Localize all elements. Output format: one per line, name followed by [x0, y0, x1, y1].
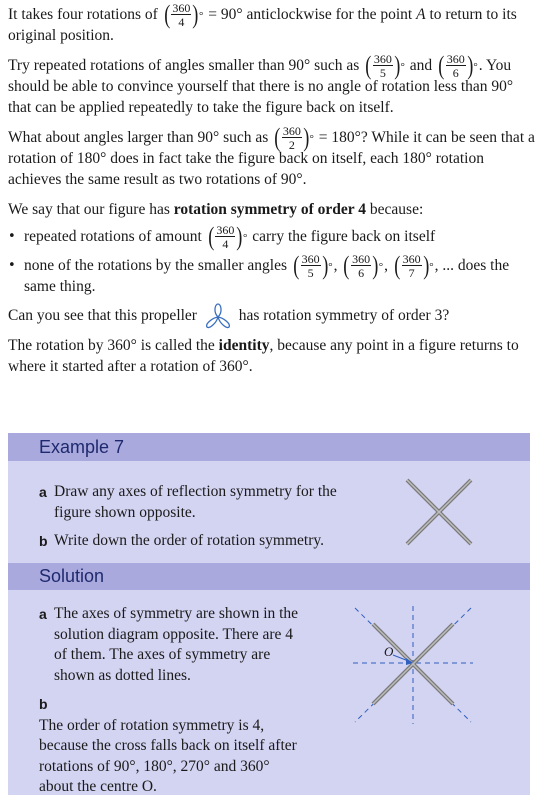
cross-figure [404, 477, 474, 547]
question-b-text: Write down the order of rotation symmetry. [54, 532, 324, 549]
example-heading: Example 7 [8, 433, 530, 461]
fraction-360-5: ( $\frac{360}{5}$ ) ° [365, 51, 405, 81]
fraction-360-4: ( $\frac{360}{4}$ ) ° [207, 222, 248, 252]
question-a-text: Draw any axes of reflection symmetry for the figure shown opposite. [54, 483, 337, 521]
question-a-label: a [39, 484, 47, 500]
propeller-icon [203, 303, 233, 329]
order-reasons-list [8, 222, 535, 297]
intro-paragraph-3: What about angles larger than 90° such as ( $\frac{360}{2}$ ) ° = 180°? While it can be seen that a rotation of 180° does in fact take the figure back on itself, each 180° rotation achieves the same result as two rotations of 90°. [8, 123, 535, 188]
answer-a-label: a [39, 606, 47, 622]
answer-b-label: b [39, 696, 48, 712]
main-text [8, 0, 535, 386]
intro-paragraph-1: It takes four rotations of ( $\frac{360}{4}$ ) ° = 90° anticlockwise for the point A to return to its original position. [8, 0, 517, 44]
fraction-360-2: ( $\frac{360}{2}$ ) ° [274, 123, 314, 153]
example-7-box [8, 433, 530, 795]
fraction-360-4: ( $\frac{360}{4}$ ) ° [163, 0, 204, 30]
solution-diagram [351, 604, 475, 726]
intro-paragraph-2: Try repeated rotations of angles smaller than 90° such as ( $\frac{360}{5}$ ) ° and ( $\frac{360}{6}$ ) ° . You should be able to convince yourself that there is no angle of rotation less than 90° that can be applied repeatedly to take the figure back on itself. [8, 51, 514, 116]
fraction-360-6: ( $\frac{360}{6}$ ) ° [438, 51, 478, 81]
answer-a [39, 604, 309, 686]
intro-paragraph-4: We say that our figure has rotation symmetry of order 4 because: [8, 201, 424, 218]
question-b [39, 531, 379, 553]
answer-a-text: The axes of symmetry are shown in the solution diagram opposite. There are 4 of them. The axes of symmetry are shown as dotted lines. [54, 605, 299, 684]
list-item: • repeated rotations of amount ( $\frac{360}{4}$ ) ° carry the figure back on itself [8, 226, 535, 247]
question-b-label: b [39, 533, 48, 549]
fraction-360-6: ( $\frac{360}{6}$ ) ° [343, 251, 384, 281]
answer-b-text: The order of rotation symmetry is 4, because the cross falls back on itself after rotations of 90°, 180°, 270° and 360° about the centre O. [39, 716, 297, 795]
list-item: • none of the rotations by the smaller angles ( $\frac{360}{5}$ ) ° , ( $\frac{360}{6}$ ) ° , ( $\frac{360}{7}$ ) ° , ... does the same thing. [8, 255, 535, 297]
fraction-360-5: ( $\frac{360}{5}$ ) ° [293, 251, 333, 281]
centre-label: O [384, 644, 394, 659]
fraction-360-7: ( $\frac{360}{7}$ ) ° [394, 251, 434, 281]
solution-heading: Solution [8, 563, 530, 590]
intro-paragraph-6: The rotation by 360° is called the identity, because any point in a figure returns to where it started after a rotation of 360°. [8, 337, 519, 375]
intro-paragraph-5: Can you see that this propeller has rotation symmetry of order 3? [8, 305, 535, 326]
question-a [39, 482, 359, 523]
answer-b [39, 694, 309, 798]
